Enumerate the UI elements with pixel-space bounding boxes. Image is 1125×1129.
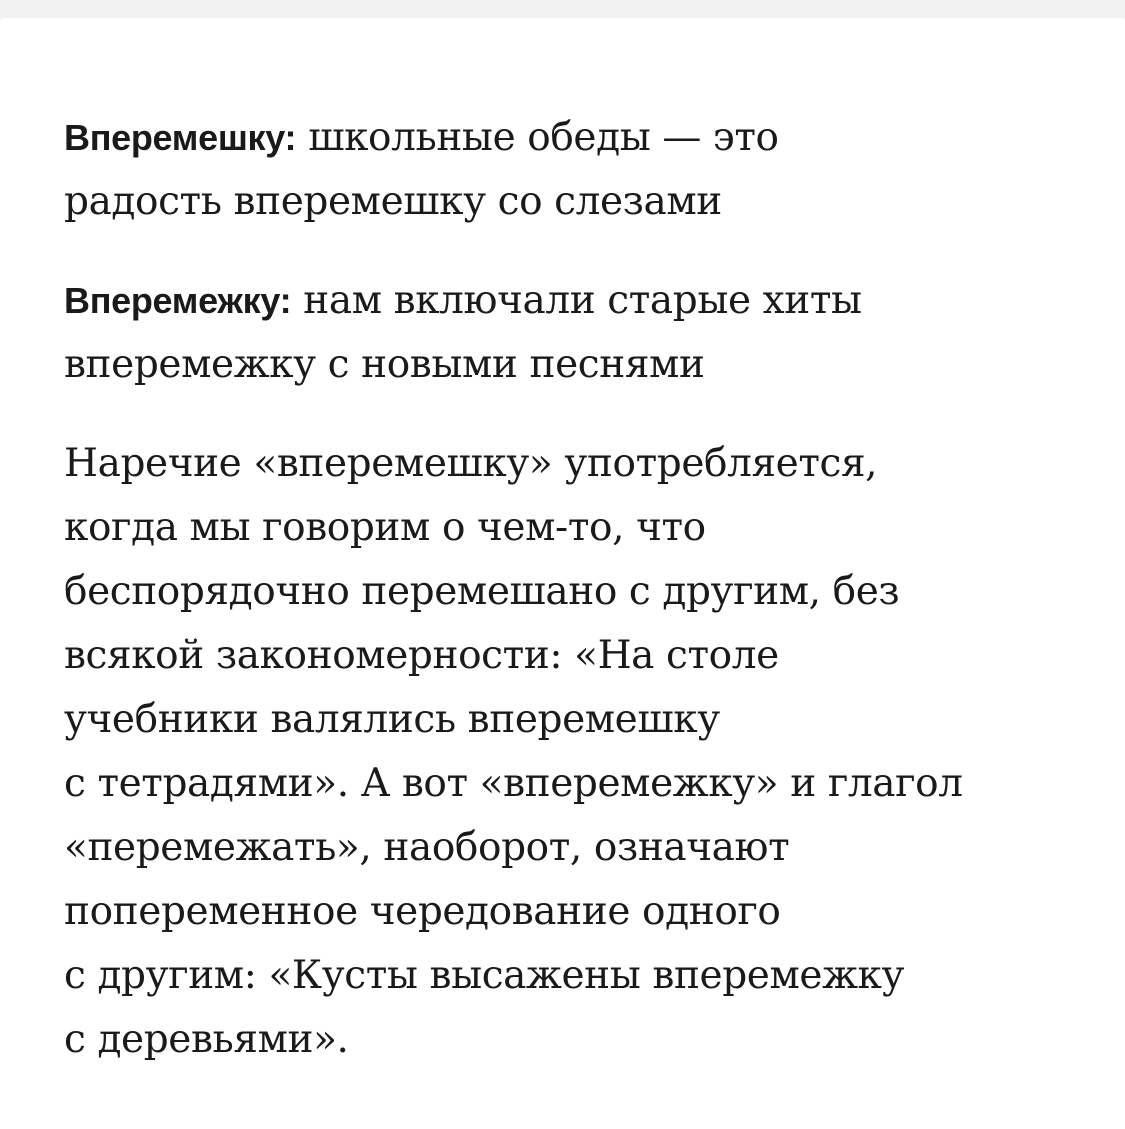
term-vperemezhku: Вперемежку: xyxy=(64,280,292,321)
example-text: школьные обеды — это xyxy=(308,115,779,160)
explanation-line: всякой закономерности: «На столе xyxy=(64,633,779,678)
example-text: нам включали старые хиты xyxy=(303,278,862,323)
explanation-line: попеременное чередование одного xyxy=(64,889,781,934)
example-line xyxy=(64,106,1064,170)
explanation-line: с тетрадями». А вот «вперемежку» и глагол xyxy=(64,761,963,806)
example-text: вперемежку с новыми песнями xyxy=(64,342,705,387)
explanation-line: с другим: «Кусты высажены вперемежку xyxy=(64,953,905,998)
explanation-line: беспорядочно перемешано с другим, без xyxy=(64,569,900,614)
term-vperemeshku: Вперемешку: xyxy=(64,117,297,158)
example-text: радость вперемешку со слезами xyxy=(64,179,722,224)
example-vperemezhku xyxy=(64,269,1064,397)
article-body xyxy=(64,106,1064,1072)
example-vperemeshku xyxy=(64,106,1064,234)
article-card xyxy=(0,18,1125,1129)
example-line xyxy=(64,269,1064,333)
explanation-paragraph xyxy=(64,432,1064,1072)
explanation-line: учебники валялись вперемешку xyxy=(64,697,720,742)
explanation-line: с деревьями». xyxy=(64,1017,349,1062)
explanation-line: Наречие «вперемешку» употребляется, xyxy=(64,441,878,486)
explanation-line: когда мы говорим о чем-то, что xyxy=(64,505,706,550)
explanation-line: «перемежать», наоборот, означают xyxy=(64,825,790,870)
